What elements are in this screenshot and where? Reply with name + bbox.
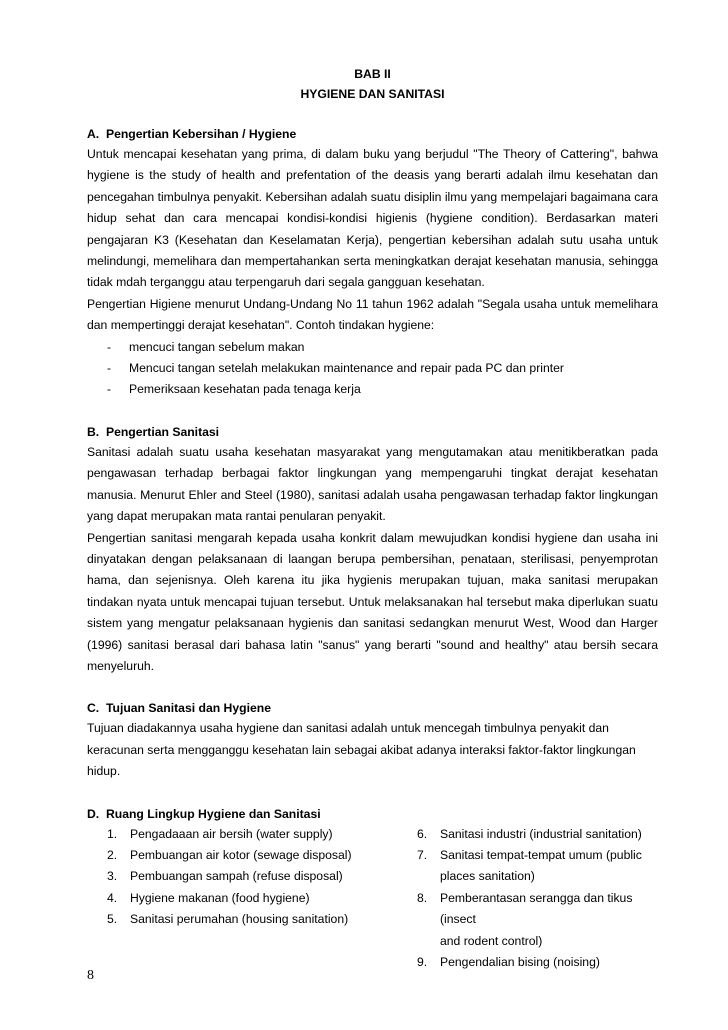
- spacer: [87, 783, 658, 804]
- list-item-text-continued: and rodent control): [440, 933, 543, 948]
- section-d-heading: D. Ruang Lingkup Hygiene dan Sanitasi: [87, 806, 321, 821]
- list-item-text: Pengendalian bising (noising): [440, 955, 600, 969]
- list-item-text: Pembuangan air kotor (sewage disposal): [130, 847, 352, 862]
- list-item: [107, 358, 658, 379]
- scope-column-right: [397, 824, 658, 974]
- list-item-text: Hygiene makanan (food hygiene): [130, 890, 310, 905]
- list-item-text: Sanitasi perumahan (housing sanitation): [130, 912, 349, 927]
- hygiene-examples-list: [87, 337, 658, 401]
- scope-list-left: [87, 824, 397, 931]
- list-item: [87, 824, 397, 845]
- list-item: [87, 845, 397, 866]
- dash-bullet: -: [107, 361, 112, 376]
- section-a-paragraph-2: Pengertian Higiene menurut Undang-Undang No 11 tahun 1962 adalah "Segala usaha untuk memelihara dan mempertinggi derajat kesehatan". Contoh tindakan hygiene:: [87, 296, 658, 333]
- item-number: 9.: [417, 955, 428, 969]
- item-number: 4.: [107, 890, 118, 905]
- item-number: 2.: [107, 847, 118, 862]
- section-b-paragraph-1: Sanitasi adalah suatu usaha kesehatan masyarakat yang mengutamakan atau menitikberatkan pada pengawasan terhadap berbagai faktor lingkungan yang mempengaruhi tingkat derajat kesehatan manusia. Menurut Ehler and Steel (1980), sanitasi adalah usaha pengawasan terhadap faktor lingkungan yang dapat merupakan mata rantai penularan penyakit.: [87, 444, 658, 524]
- list-item: [397, 824, 658, 845]
- list-item-text: Pemeriksaan kesehatan pada tenaga kerja: [129, 382, 361, 397]
- scope-column-left: [87, 824, 397, 974]
- section-c: [87, 698, 658, 782]
- list-item-text: Sanitasi industri (industrial sanitation): [440, 826, 642, 841]
- section-c-heading: C. Tujuan Sanitasi dan Hygiene: [87, 701, 271, 716]
- scope-columns: [87, 824, 658, 974]
- section-b-heading: B. Pengertian Sanitasi: [87, 424, 220, 439]
- spacer: [87, 677, 658, 698]
- dash-bullet: -: [107, 339, 112, 354]
- chapter-title: HYGIENE DAN SANITASI: [300, 87, 445, 101]
- section-b: [87, 422, 658, 677]
- list-item-text: Mencuci tangan setelah melakukan maintenance and repair pada PC dan printer: [129, 361, 564, 376]
- item-number: 5.: [107, 912, 118, 927]
- list-item-text: Sanitasi tempat-tempat umum (public: [440, 847, 642, 862]
- spacer: [87, 401, 658, 422]
- list-item: [107, 337, 658, 358]
- page-number: 8: [87, 968, 94, 983]
- section-a: [87, 124, 658, 401]
- list-item-text-continued: places sanitation): [440, 869, 535, 884]
- section-c-line-3: hidup.: [87, 764, 121, 779]
- list-item: [87, 909, 397, 930]
- scope-list-right: [397, 824, 658, 974]
- list-item: [397, 952, 658, 973]
- document-page: [87, 60, 658, 973]
- section-a-heading: A. Pengertian Kebersihan / Hygiene: [87, 127, 297, 141]
- list-item: [87, 866, 397, 887]
- item-number: 7.: [417, 847, 428, 862]
- list-item-text: Pembuangan sampah (refuse disposal): [130, 869, 343, 884]
- section-a-paragraph-1: Untuk mencapai kesehatan yang prima, di dalam buku yang berjudul "The Theory of Cattering", bahwa hygiene is the study of health and prefentation of the deasis yang berarti adalah ilmu kesehatan dan pencegahan timbulnya penyakit. Kebersihan adalah suatu disiplin ilmu yang mempelajari bagaimana cara hidup sehat dan cara mencapai kondisi-kondisi higienis (hygiene condition). Berdasarkan materi pengajaran K3 (Kesehatan dan Keselamatan Kerja), pengertian kebersihan adalah sutu usaha untuk melindungi, memelihara dan mempertahankan serta meningkatkan derajat kesehatan manusia, sehingga tidak mdah terganggu atau terpengaruh dari segala gangguan kesehatan.: [87, 147, 658, 290]
- list-item-text: Pemberantasan serangga dan tikus (insect: [440, 890, 633, 927]
- section-c-line-2: keracunan serta mengganggu kesehatan lain sebagai akibat adanya interaksi faktor-faktor lingkungan: [87, 742, 636, 757]
- item-number: 3.: [107, 869, 118, 884]
- list-item: [397, 845, 658, 888]
- list-item: [87, 888, 397, 909]
- item-number: 8.: [417, 890, 428, 905]
- section-c-line-1: Tujuan diadakannya usaha hygiene dan sanitasi adalah untuk mencegah timbulnya penyakit dan: [87, 721, 609, 736]
- list-item: [397, 888, 658, 952]
- section-d: [87, 804, 658, 974]
- item-number: 1.: [107, 826, 118, 841]
- section-b-paragraph-2: Pengertian sanitasi mengarah kepada usaha konkrit dalam mewujudkan kondisi hygiene dan usaha ini dinyatakan dengan pelaksanaan di laangan berupa pembersihan, penataan, sterilisasi, penyemprotan hama, dan sejenisnya. Oleh karena itu jika hygienis merupakan tujuan, maka sanitasi merupakan tindakan nyata untuk mencapai tujuan tersebut. Untuk melaksanakan hal tersebut maka diperlukan suatu sistem yang mengatur pelaksanaan hygienis dan sanitasi sedangkan menurut West, Wood dan Harger (1996) sanitasi berasal dari bahasa latin "sanus" yang berarti "sound and healthy" atau bersih secara menyeluruh.: [87, 530, 658, 673]
- dash-bullet: -: [107, 382, 112, 397]
- item-number: 6.: [417, 826, 428, 841]
- list-item: [107, 379, 658, 400]
- list-item-text: mencuci tangan sebelum makan: [129, 339, 305, 354]
- chapter-label: BAB II: [354, 67, 391, 81]
- list-item-text: Pengadaaan air bersih (water supply): [130, 826, 333, 841]
